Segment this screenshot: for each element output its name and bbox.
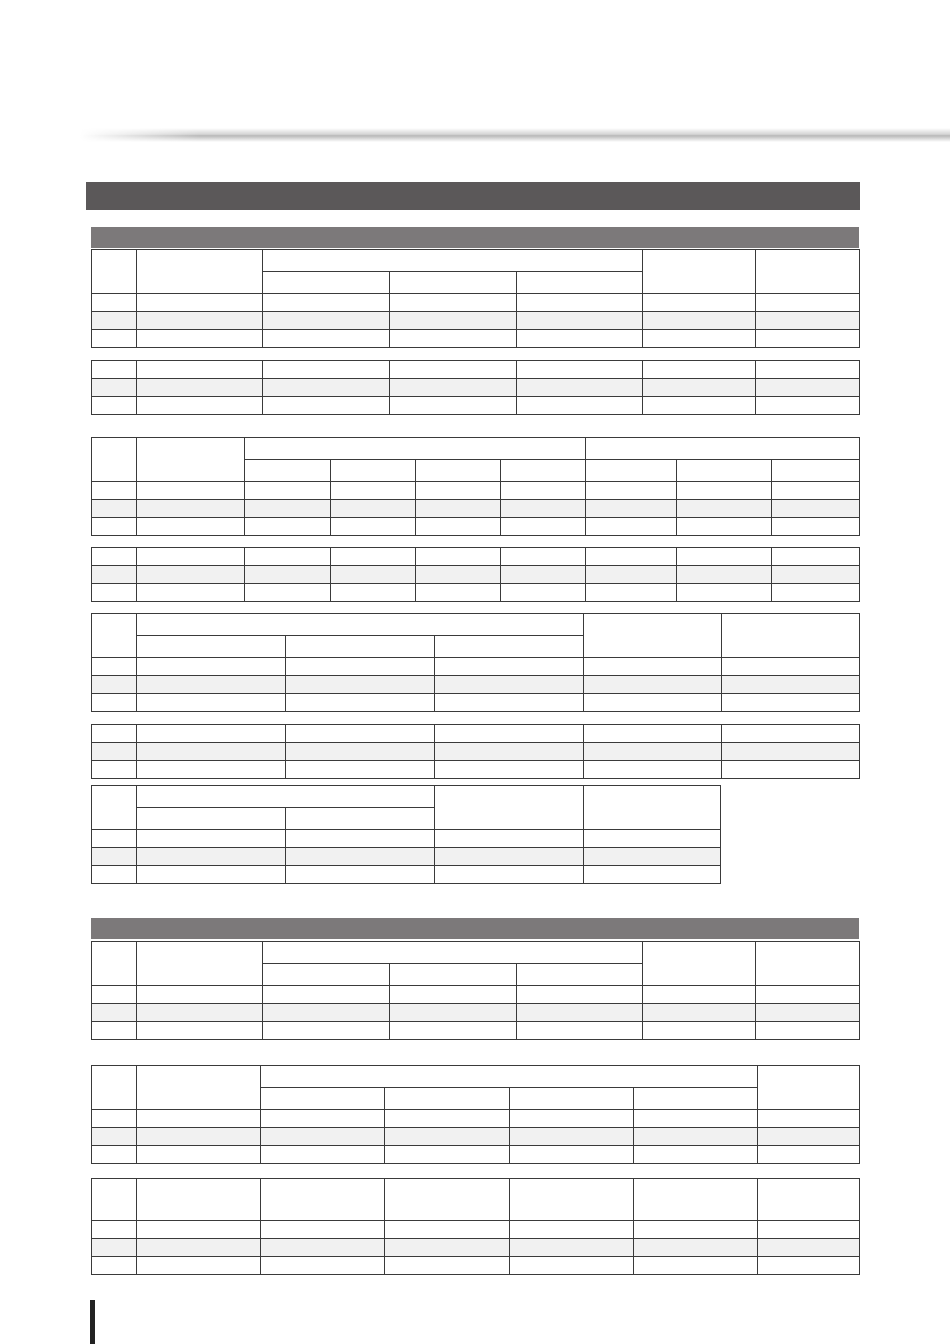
table-header-row — [92, 942, 860, 964]
table-row — [92, 584, 860, 602]
table-row — [92, 725, 860, 743]
table-row — [92, 379, 860, 397]
spec-table — [91, 249, 860, 348]
spec-table — [91, 360, 860, 415]
table-row — [92, 548, 860, 566]
table-row — [92, 1221, 860, 1239]
table-row — [92, 848, 721, 866]
table-row — [92, 986, 860, 1004]
table-row — [92, 1004, 860, 1022]
table-row — [92, 676, 860, 694]
table-row — [92, 1257, 860, 1275]
table-row — [92, 761, 860, 779]
table-row — [92, 518, 860, 536]
subsection-title-bar — [91, 227, 859, 248]
spec-table — [91, 724, 860, 779]
spec-table — [91, 941, 860, 1040]
table-row — [92, 1022, 860, 1040]
table-row — [92, 1239, 860, 1257]
table-row — [92, 312, 860, 330]
table-row — [92, 294, 860, 312]
table-row — [92, 330, 860, 348]
table-header-row — [92, 1066, 860, 1088]
table-row — [92, 866, 721, 884]
spec-table — [91, 785, 721, 884]
table-row — [92, 830, 721, 848]
table-row — [92, 566, 860, 584]
table-row — [92, 1146, 860, 1164]
spec-table — [91, 613, 860, 712]
subsection-title-bar — [91, 918, 859, 939]
table-row — [92, 743, 860, 761]
table-row — [92, 1128, 860, 1146]
table-row — [92, 361, 860, 379]
table-header-row — [92, 786, 721, 808]
table-header-row — [92, 1179, 860, 1221]
table-row — [92, 1110, 860, 1128]
table-row — [92, 482, 860, 500]
table-header-row — [92, 250, 860, 272]
spec-table — [91, 1065, 860, 1164]
spec-table — [91, 547, 860, 602]
table-header-row — [92, 438, 860, 460]
table-row — [92, 658, 860, 676]
spec-table — [91, 437, 860, 536]
page-edge-marker — [90, 1300, 95, 1344]
section-title-bar — [86, 182, 860, 210]
table-row — [92, 694, 860, 712]
header-rule — [80, 128, 950, 142]
table-header-row — [92, 614, 860, 636]
table-row — [92, 500, 860, 518]
spec-table — [91, 1178, 860, 1275]
table-row — [92, 397, 860, 415]
